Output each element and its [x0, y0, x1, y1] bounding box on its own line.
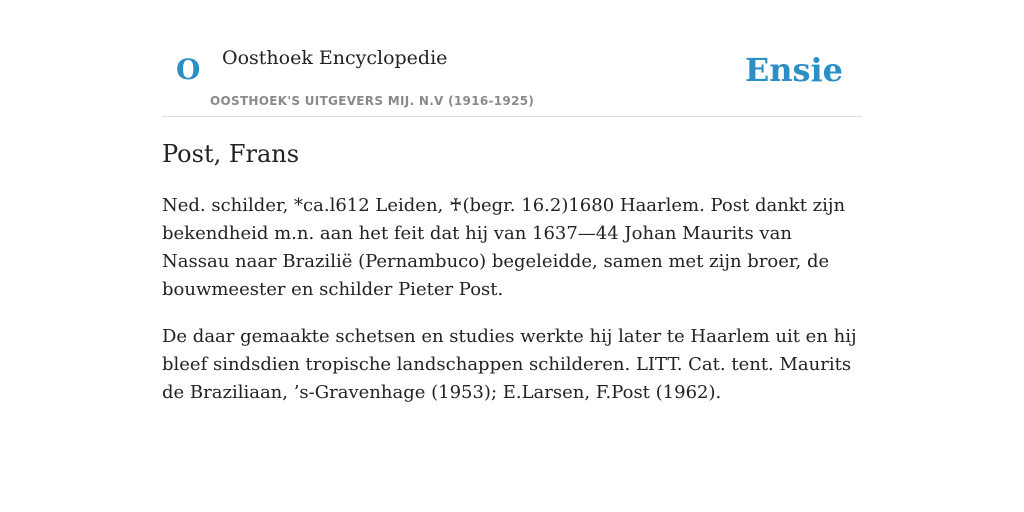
- book-title-link[interactable]: Oosthoek Encyclopedie: [222, 47, 448, 69]
- page: [162, 0, 862, 512]
- entry-body: [162, 192, 862, 426]
- ensie-brand-link[interactable]: Ensie: [744, 51, 843, 89]
- entry-paragraph: De daar gemaakte schetsen en studies werkte hij later te Haarlem uit en hij bleef sindsdien tropische landschappen schilderen. LITT. Cat. tent. Maurits de Braziliaan, ’s-Gravenhage (1953); E.Larsen, F.Post (1962).: [162, 326, 857, 403]
- entry-title: Post, Frans: [162, 140, 300, 168]
- publisher-label: OOSTHOEK'S UITGEVERS MIJ. N.V (1916-1925): [210, 94, 535, 108]
- book-logo-link[interactable]: O: [176, 53, 201, 86]
- header: [162, 0, 862, 117]
- entry-paragraph: Ned. schilder, *ca.l612 Leiden, ♰(begr. 16.2)1680 Haarlem. Post dankt zijn bekendheid m.n. aan het feit dat hij van 1637—44 Johan Maurits van Nassau naar Brazilië (Pernambuco) begeleidde, samen met zijn broer, de bouwmeester en schilder Pieter Post.: [162, 195, 846, 300]
